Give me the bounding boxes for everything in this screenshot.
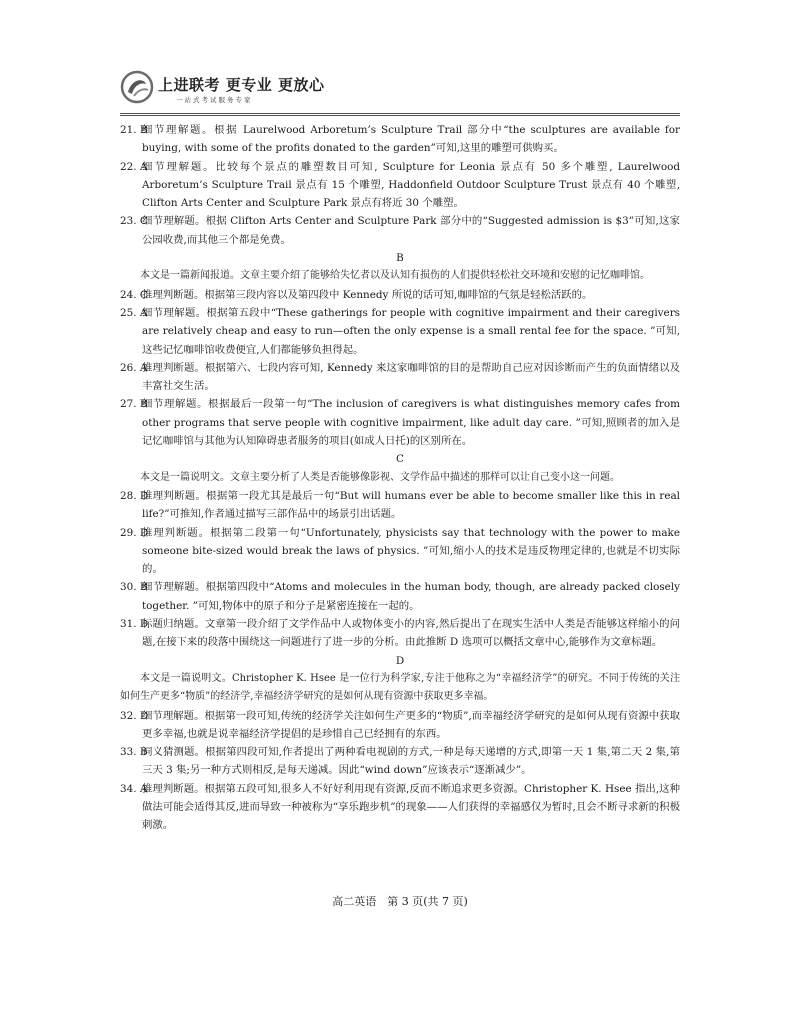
answer-item (120, 158, 680, 213)
answer-number: 23. C (120, 215, 148, 228)
answer-item (120, 578, 680, 615)
answer-explanation: 细节理解题。根据最后一段第一句“The inclusion of caregivers is what distinguishes memory cafes from other programs that serve people with cognitive impairment, like adult day care. ”可知,照顾者的加入是记忆咖啡馆与其他为认知障碍患者服务的项目(如成人日托)的区别所在。 (142, 398, 680, 448)
answer-key-content (120, 121, 680, 835)
answer-item (120, 304, 680, 359)
section-heading-b: B (396, 252, 404, 265)
answer-explanation: 推理判断题。根据第二段第一句“Unfortunately, physicists say that technology with the power to make someone bite-sized would break the laws of physics. ”可知,缩小人的技术是违反物理定律的,也就是不切实际的。 (142, 526, 680, 576)
answer-item (120, 121, 680, 158)
section-heading-c: C (396, 453, 404, 466)
answer-explanation: 细节理解题。根据 Clifton Arts Center and Sculpture Park 部分中的“Suggested admission is $3”可知,这家公园收费,而其他三个都是免费。 (142, 215, 680, 246)
section-intro-c: 本文是一篇说明文。文章主要分析了人类是否能够像影视、文学作品中描述的那样可以让自己变小这一问题。 (140, 471, 620, 483)
answer-number: 21. B (120, 124, 148, 136)
brand-logo-icon (120, 70, 154, 104)
answer-explanation: 词义猜测题。根据第四段可知,作者提出了两种看电视剧的方式,一种是每天递增的方式,即第一天 1 集,第二天 2 集,第三天 3 集;另一种方式则相反,是每天递减。因此“wind down”应该表示“逐渐减少”。 (142, 746, 680, 777)
answer-explanation: 细节理解题。根据第四段中“Atoms and molecules in the human body, though, are already packed closely together. ”可知,物体中的原子和分子是紧密连接在一起的。 (142, 581, 680, 612)
answer-explanation: 推理判断题。根据第三段内容以及第四段中 Kennedy 所说的话可知,咖啡馆的气氛是轻松活跃的。 (142, 288, 593, 301)
answer-explanation: 推理判断题。根据第一段尤其是最后一句“But will humans ever be able to become smaller like this in real life?”可推知,作者通过描写三部作品中的场景引出话题。 (142, 489, 680, 521)
answer-item (120, 707, 680, 744)
page-footer: 高二英语 第 3 页(共 7 页) (332, 895, 468, 908)
answer-number: 25. A (120, 306, 148, 319)
header-rule (120, 113, 680, 114)
answer-number: 28. D (120, 489, 149, 502)
answer-number: 27. B (120, 398, 148, 411)
answer-explanation: 细节理解题。根据第一段可知,传统的经济学关注如何生产更多的“物质”,而幸福经济学研究的是如何从现有资源中获取更多幸福,也就是说幸福经济学提倡的是珍惜自己已经拥有的东西。 (142, 709, 680, 740)
answer-explanation: 推理判断题。根据第五段可知,很多人不好好利用现有资源,反而不断追求更多资源。Christopher K. Hsee 指出,这种做法可能会适得其反,进而导致一种被称为“享乐跑步机”的现象——人们获得的幸福感仅为暂时,且会不断寻求新的积极刺激。 (142, 782, 680, 832)
answer-number: 31. D (120, 618, 149, 631)
answer-explanation: 细节理解题。根据 Laurelwood Arboretum’s Sculpture Trail 部分中“the sculptures are available for buying, with some of the profits donated to the garden”可知,这里的雕塑可供购买。 (142, 124, 680, 155)
answer-item (120, 780, 680, 835)
answer-number: 30. B (120, 581, 148, 594)
answer-explanation: 标题归纳题。文章第一段介绍了文学作品中人或物体变小的内容,然后提出了在现实生活中人类是否能够这样缩小的问题,在接下来的段落中围绕这一问题进行了进一步的分析。由此推断 D 选项可以概括文章中心,能够作为文章标题。 (142, 618, 680, 649)
answer-explanation: 细节理解题。根据第五段中“These gatherings for people with cognitive impairment and their caregivers are relatively cheap and easy to run—often the only expense is a small rental fee for the space. ”可知,这些记忆咖啡馆收费便宜,人们都能够负担得起。 (142, 306, 680, 356)
answer-number: 24. C (120, 288, 148, 301)
answer-explanation: 推理判断题。根据第六、七段内容可知, Kennedy 来这家咖啡馆的目的是帮助自己应对因诊断而产生的负面情绪以及丰富社交生活。 (142, 361, 680, 393)
brand-tagline: 一站式考试服务专家 (176, 96, 253, 104)
section-intro-d: 本文是一篇说明文。Christopher K. Hsee 是一位行为科学家,专注于他称之为“幸福经济学”的研究。不同于传统的关注如何生产更多“物质”的经济学,幸福经济学研究的是如何从现有资源中获取更多幸福。 (120, 672, 680, 703)
answer-item (120, 395, 680, 450)
section-heading-d: D (395, 654, 405, 667)
header-rule-thin (120, 115, 680, 116)
answer-number: 22. A (120, 160, 148, 173)
answer-item (120, 286, 680, 304)
header-logo (120, 70, 325, 110)
answer-number: 29. D (120, 526, 149, 539)
answer-number: 32. D (120, 709, 149, 722)
answer-item (120, 524, 680, 579)
answer-item (120, 743, 680, 780)
answer-explanation: 细节理解题。比较每个景点的雕塑数目可知, Sculpture for Leonia 景点有 50 多个雕塑, Laurelwood Arboretum’s Sculpture Trail 景点有 15 个雕塑, Haddonfield Outdoor Sculpture Trust 景点有 40 个雕塑, Clifton Arts Center and Sculpture Park 景点有将近 30 个雕塑。 (142, 160, 680, 210)
answer-number: 34. A (120, 782, 148, 795)
answer-item (120, 212, 680, 249)
answer-item (120, 487, 680, 524)
brand-title: 上进联考 更专业 更放心 (158, 76, 325, 94)
answer-item (120, 359, 680, 396)
answer-number: 33. B (120, 746, 148, 759)
section-intro-b: 本文是一篇新闻报道。文章主要介绍了能够给失忆者以及认知有损伤的人们提供轻松社交环境和安慰的记忆咖啡馆。 (140, 270, 650, 282)
answer-item (120, 615, 680, 652)
answer-number: 26. A (120, 361, 148, 374)
